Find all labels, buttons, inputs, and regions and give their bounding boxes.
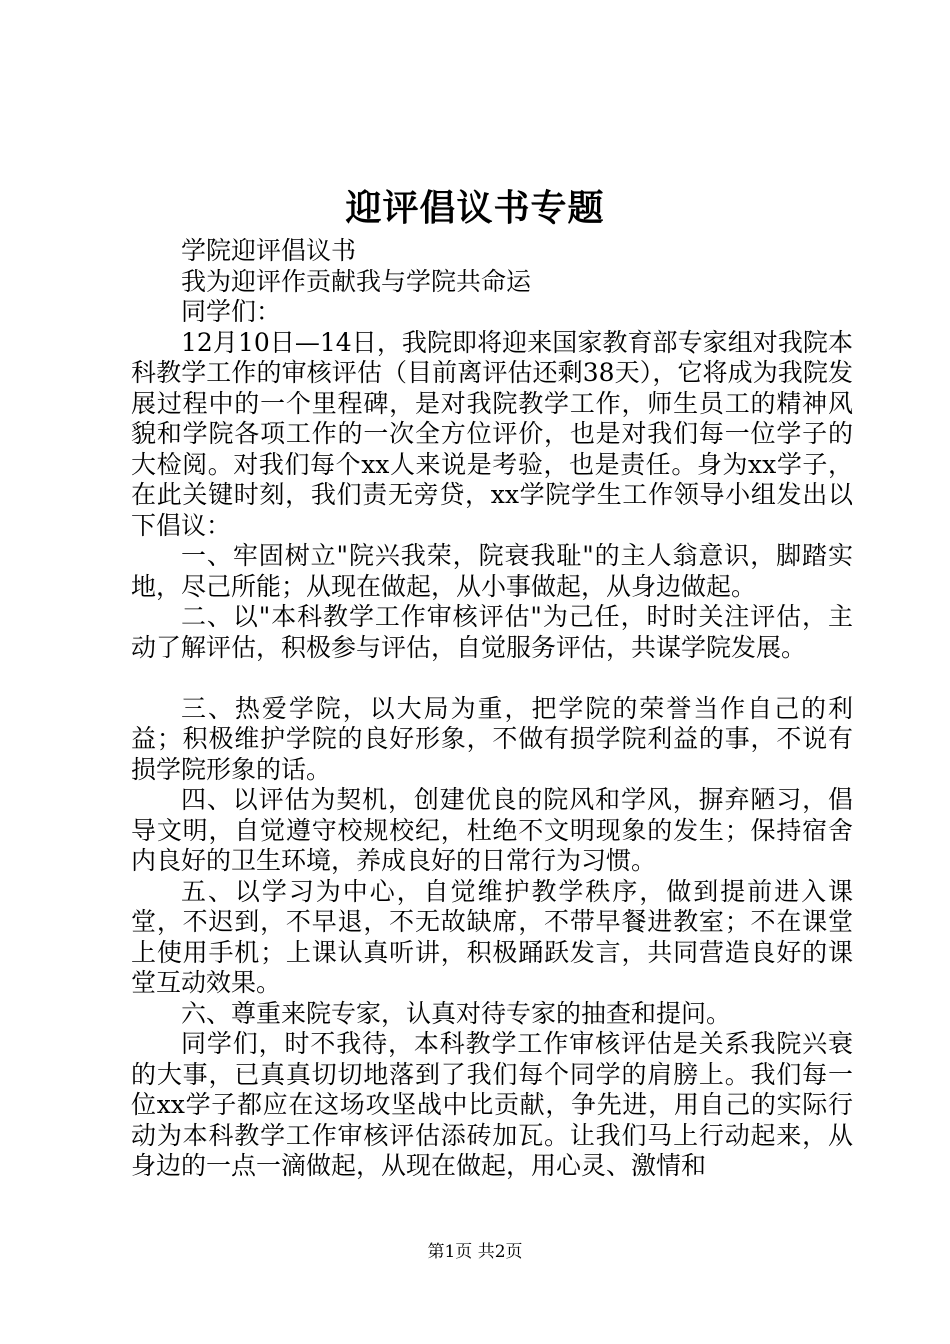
paragraph-proposal-6: 六、尊重来院专家，认真对待专家的抽查和提问。 (181, 998, 732, 1028)
paragraph-proposal-1: 一、牢固树立"院兴我荣，院衰我耻"的主人翁意识，脚踏实地，尽己所能；从现在做起，从小事做起，从身边做起。 (131, 541, 853, 601)
paragraph-proposal-4: 四、以评估为契机，创建优良的院风和学风，摒弃陋习，倡导文明，自觉遵守校规校纪，杜绝不文明现象的发生；保持宿舍内良好的卫生环境，养成良好的日常行为习惯。 (131, 785, 853, 875)
paragraph-intro: 12月10日—14日，我院即将迎来国家教育部专家组对我院本科教学工作的审核评估（目前离评估还剩38天），它将成为我院发展过程中的一个里程碑，是对我院教学工作，师生员工的精神风貌和学院各项工作的一次全方位评价，也是对我们每一位学子的大检阅。对我们每个xx人来说是考验，也是责任。身为xx学子，在此关键时刻，我们责无旁贷，xx学院学生工作领导小组发出以下倡议： (131, 327, 853, 540)
document-title: 迎评倡议书专题 (345, 187, 605, 229)
paragraph-proposal-2: 二、以"本科教学工作审核评估"为己任，时时关注评估，主动了解评估，积极参与评估，自觉服务评估，共谋学院发展。 (131, 602, 853, 662)
paragraph-proposal-5: 五、以学习为中心，自觉维护教学秩序，做到提前进入课堂，不迟到，不早退，不无故缺席，不带早餐进教室；不在课堂上使用手机；上课认真听讲，积极踊跃发言，共同营造良好的课堂互动效果。 (131, 876, 853, 997)
paragraph-salutation: 同学们： (181, 297, 282, 326)
paragraph-closing: 同学们，时不我待，本科教学工作审核评估是关系我院兴衰的大事，已真真切切地落到了我们每个同学的肩膀上。我们每一位xx学子都应在这场攻坚战中比贡献，争先进，用自己的实际行动为本科教学工作审核评估添砖加瓦。让我们马上行动起来，从身边的一点一滴做起，从现在做起，用心灵、激情和 (131, 1029, 853, 1180)
document-body (131, 236, 853, 1182)
paragraph-proposal-3: 三、热爱学院，以大局为重，把学院的荣誉当作自己的利益；积极维护学院的良好形象，不做有损学院利益的事，不说有损学院形象的话。 (131, 693, 853, 784)
page-number-footer: 第1页 共2页 (427, 1242, 523, 1262)
paragraph-slogan: 我为迎评作贡献我与学院共命运 (181, 266, 532, 296)
paragraph-heading: 学院迎评倡议书 (181, 236, 357, 265)
